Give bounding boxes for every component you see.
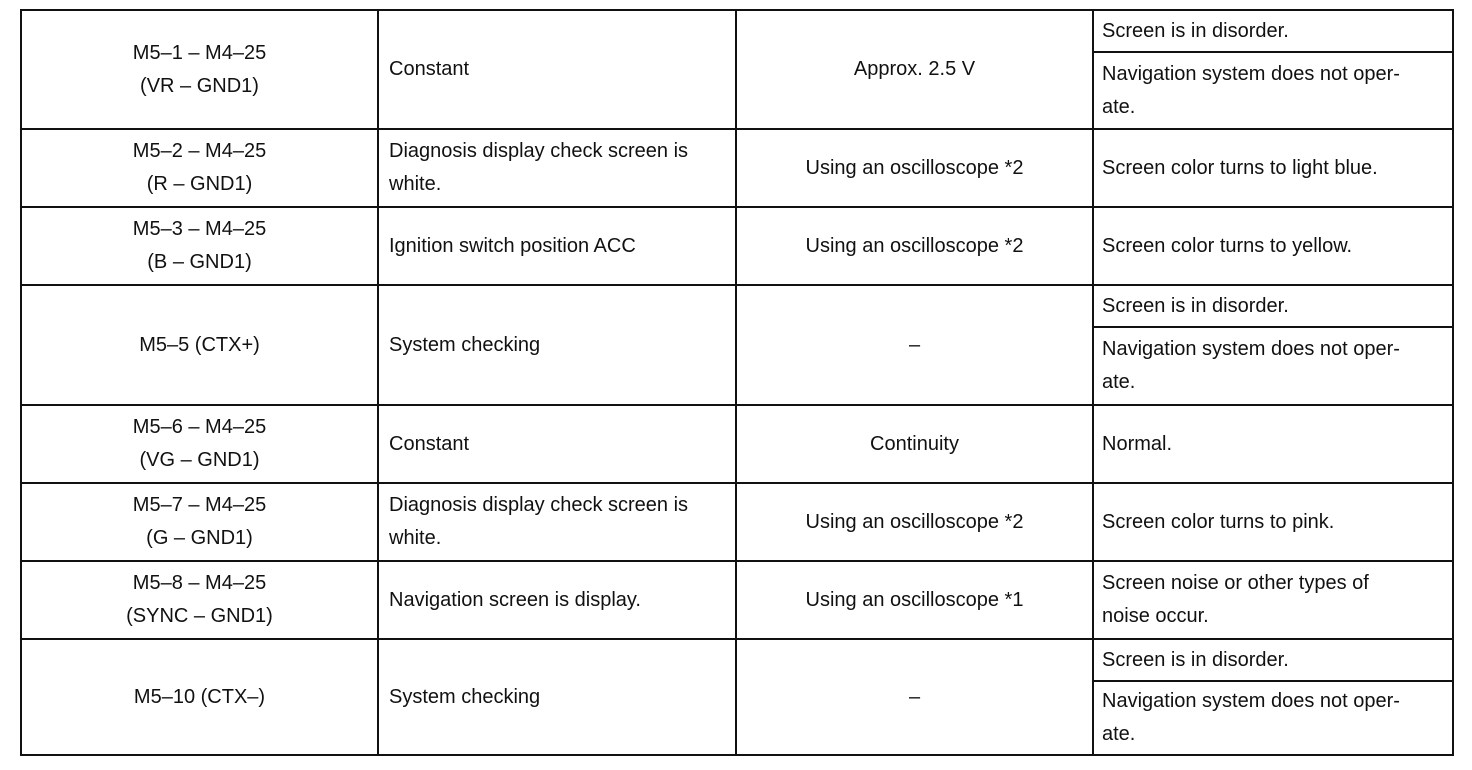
specified-condition-cell: Using an oscilloscope *2 (736, 483, 1093, 561)
result-cell (1093, 561, 1453, 639)
specified-condition-cell: Continuity (736, 405, 1093, 483)
cell-text-line: Screen is in disorder. (1102, 648, 1289, 671)
terminal-inspection-table (20, 9, 1454, 756)
cell-text-line: ate. (1102, 723, 1136, 745)
cell-text-line: System checking (389, 685, 541, 708)
cell-text-line: M5–3 – M4–25 (132, 218, 267, 240)
cell-text-line: Screen color turns to pink. (1102, 510, 1335, 533)
cell-text-line: Navigation screen is display. (389, 588, 641, 611)
result-cell (1093, 483, 1453, 561)
table-row (21, 405, 1453, 483)
terminal-cell (21, 129, 378, 207)
condition-cell (378, 207, 736, 285)
cell-text-line: ate. (1102, 371, 1136, 393)
terminal-cell (21, 639, 378, 755)
condition-cell (378, 129, 736, 207)
cell-text-line: Ignition switch position ACC (389, 234, 636, 257)
terminal-cell (21, 483, 378, 561)
cell-text-line: M5–2 – M4–25 (132, 140, 267, 162)
specified-condition-cell: Using an oscilloscope *1 (736, 561, 1093, 639)
cell-text-line: (VG – GND1) (139, 449, 260, 471)
terminal-cell (21, 285, 378, 405)
terminal-cell (21, 561, 378, 639)
cell-text-line: Diagnosis display check screen is (389, 494, 689, 516)
result-cell (1093, 405, 1453, 483)
cell-text-line: Constant (389, 432, 470, 455)
terminal-cell (21, 405, 378, 483)
cell-text-line: white. (389, 173, 442, 195)
specified-condition-cell: Using an oscilloscope *2 (736, 129, 1093, 207)
table-body (21, 10, 1453, 755)
result-cell (1093, 285, 1453, 327)
table-row (21, 129, 1453, 207)
table-row (21, 639, 1453, 681)
terminal-cell (21, 10, 378, 129)
cell-text-line: white. (389, 527, 442, 549)
specified-condition-cell: Using an oscilloscope *2 (736, 207, 1093, 285)
document-page (20, 9, 1452, 757)
specified-condition-cell: – (736, 285, 1093, 405)
condition-cell (378, 285, 736, 405)
cell-text-line: Screen color turns to light blue. (1102, 156, 1378, 179)
table-row (21, 561, 1453, 639)
table-row (21, 285, 1453, 327)
result-cell (1093, 10, 1453, 52)
cell-text-line: noise occur. (1102, 605, 1209, 627)
cell-text-line: M5–6 – M4–25 (132, 416, 267, 438)
cell-text-line: Navigation system does not oper- (1102, 62, 1400, 85)
cell-text-line: (VR – GND1) (140, 74, 259, 97)
cell-text-line: M5–8 – M4–25 (132, 572, 267, 594)
cell-text-line: System checking (389, 333, 541, 356)
condition-cell (378, 561, 736, 639)
cell-text-line: Constant (389, 58, 470, 80)
result-cell (1093, 207, 1453, 285)
result-cell (1093, 129, 1453, 207)
cell-text-line: M5–10 (CTX–) (133, 685, 266, 708)
condition-cell (378, 483, 736, 561)
cell-text-line: Screen color turns to yellow. (1102, 234, 1353, 257)
cell-text-line: (B – GND1) (147, 251, 252, 273)
cell-text-line: Navigation system does not oper- (1102, 338, 1400, 360)
cell-text-line: (G – GND1) (146, 527, 253, 549)
result-cell (1093, 681, 1453, 755)
cell-text-line: Screen is in disorder. (1102, 19, 1289, 42)
cell-text-line: Diagnosis display check screen is (389, 140, 689, 162)
result-cell (1093, 327, 1453, 405)
condition-cell (378, 405, 736, 483)
cell-text-line: M5–1 – M4–25 (132, 41, 267, 64)
specified-condition-cell: – (736, 639, 1093, 755)
cell-text-line: (SYNC – GND1) (126, 605, 273, 627)
table-row (21, 483, 1453, 561)
condition-cell (378, 10, 736, 129)
cell-text-line: (R – GND1) (146, 173, 253, 195)
table-row (21, 207, 1453, 285)
condition-cell (378, 639, 736, 755)
cell-text-line: ate. (1102, 95, 1136, 118)
cell-text-line: Screen noise or other types of (1102, 572, 1369, 594)
cell-text-line: Navigation system does not oper- (1102, 690, 1400, 712)
cell-text-line: M5–7 – M4–25 (132, 494, 267, 516)
result-cell (1093, 639, 1453, 681)
cell-text-line: Screen is in disorder. (1102, 294, 1289, 317)
specified-condition-cell: Approx. 2.5 V (736, 10, 1093, 129)
table-row (21, 10, 1453, 52)
cell-text-line: M5–5 (CTX+) (139, 333, 260, 356)
result-cell (1093, 52, 1453, 129)
terminal-cell (21, 207, 378, 285)
cell-text-line: Normal. (1102, 432, 1173, 455)
